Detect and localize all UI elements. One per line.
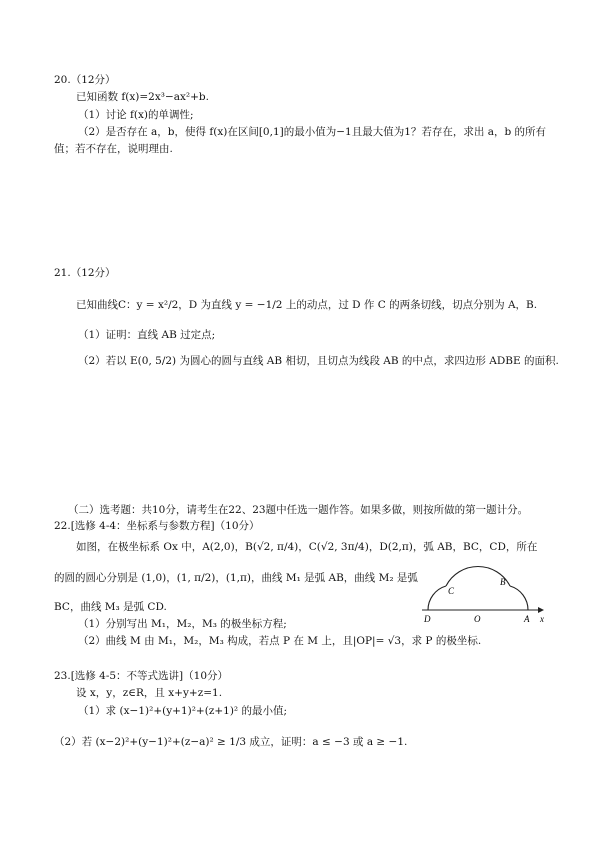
label-c: C xyxy=(448,586,455,596)
q22-line3: BC，曲线 M₃ 是弧 CD. xyxy=(54,601,167,613)
q23-given: 设 x，y，z∈R，且 x+y+z=1. xyxy=(76,687,223,699)
q21-given: 已知曲线C：y = x²/2，D 为直线 y = −1/2 上的动点，过 D 作 C 的两条切线，切点分别为 A，B. xyxy=(76,299,538,311)
label-x: x xyxy=(540,614,544,624)
q20-header: 20.（12分） xyxy=(54,74,116,86)
q23-header: 23.[选修 4-5：不等式选讲]（10分） xyxy=(54,670,228,682)
label-d: D xyxy=(424,614,431,624)
q21-part1: （1）证明：直线 AB 过定点; xyxy=(78,329,216,341)
q21-header: 21.（12分） xyxy=(54,267,116,279)
elective-intro: （二）选考题：共10分，请考生在22、23题中任选一题作答。如果多做，则按所做的第一题计分。 xyxy=(68,504,529,516)
label-b: B xyxy=(500,577,506,587)
q22-part1: （1）分别写出 M₁，M₂，M₃ 的极坐标方程; xyxy=(78,618,287,630)
q23-part2: （2）若 (x−2)²+(y−1)²+(z−a)² ≥ 1/3 成立，证明：a ≤ −3 或 a ≥ −1. xyxy=(54,736,408,748)
q20-part2-line2: 值；若不存在，说明理由. xyxy=(54,143,173,155)
q22-line1: 如图，在极坐标系 Ox 中，A(2,0)，B(√2, π/4)，C(√2, 3π/4)，D(2,π)，弧 AB，BC，CD，所在 xyxy=(76,541,538,553)
x-axis-arrow-icon xyxy=(538,607,544,613)
q20-given: 已知函数 f(x)=2x³−ax²+b. xyxy=(76,91,209,103)
polar-figure xyxy=(418,558,548,628)
arc-ab xyxy=(510,586,528,610)
q22-header: 22.[选修 4-4：坐标系与参数方程]（10分） xyxy=(54,520,260,532)
label-a: A xyxy=(524,614,530,624)
arc-cd xyxy=(428,586,446,610)
q21-part2: （2）若以 E(0, 5/2) 为圆心的圆与直线 AB 相切，且切点为线段 AB 的中点，求四边形 ADBE 的面积. xyxy=(78,355,559,367)
q20-part1: （1）讨论 f(x)的单调性; xyxy=(78,109,194,121)
q20-part2-line1: （2）是否存在 a，b，使得 f(x)在区间[0,1]的最小值为−1且最大值为1？若存在，求出 a，b 的所有 xyxy=(78,126,547,138)
q22-part2: （2）曲线 M 由 M₁，M₂，M₃ 构成，若点 P 在 M 上，且|OP|= √3，求 P 的极坐标. xyxy=(78,635,482,647)
q22-line2: 的圆的圆心分别是 (1,0)，(1, π/2)，(1,π)，曲线 M₁ 是弧 AB，曲线 M₂ 是弧 xyxy=(54,572,418,584)
q23-part1: （1）求 (x−1)²+(y+1)²+(z+1)² 的最小值; xyxy=(78,705,288,717)
label-o: O xyxy=(474,614,481,624)
